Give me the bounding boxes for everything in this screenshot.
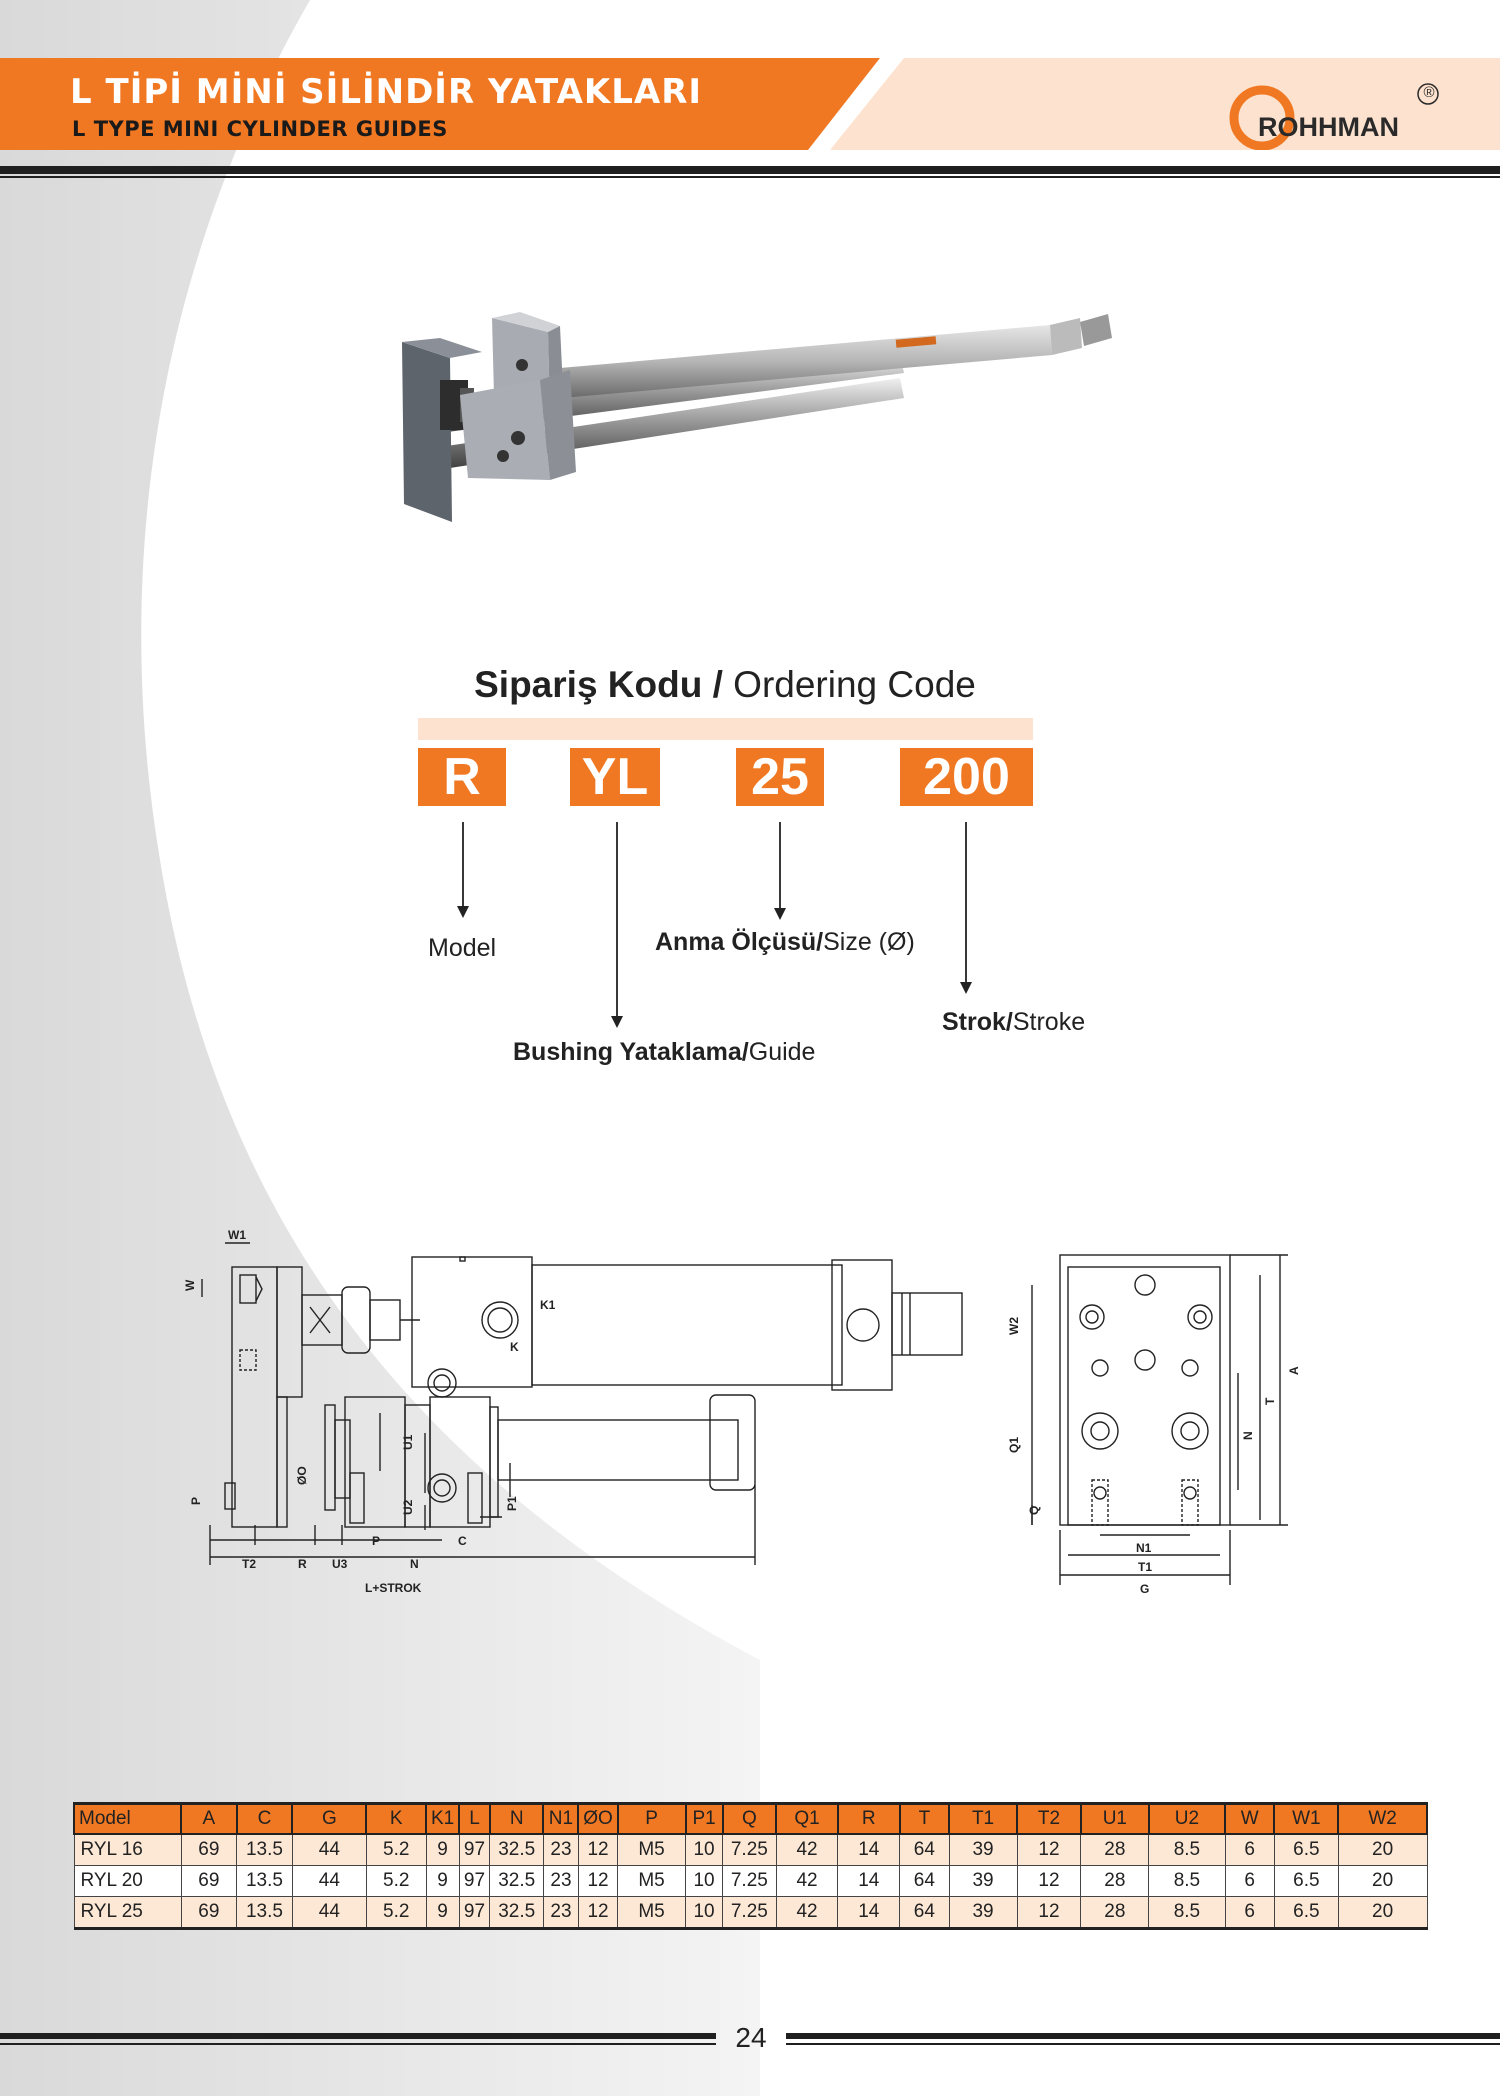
dim-label-u3: U3 (332, 1557, 348, 1571)
table-cell: 6.5 (1274, 1897, 1338, 1929)
table-cell: 20 (1338, 1866, 1427, 1897)
ordering-code-title-en: Ordering Code (733, 664, 976, 705)
table-cell: 97 (459, 1866, 490, 1897)
table-cell: M5 (618, 1834, 686, 1866)
dim-label-p: P (372, 1534, 381, 1548)
table-cell: 7.25 (723, 1866, 777, 1897)
table-cell: 9 (426, 1834, 459, 1866)
table-cell: 13.5 (237, 1897, 293, 1929)
table-cell: 97 (459, 1897, 490, 1929)
table-row (74, 1866, 1427, 1897)
table-cell: 13.5 (237, 1834, 293, 1866)
table-cell: 12 (578, 1834, 617, 1866)
table-cell: 9 (426, 1897, 459, 1929)
dim-label-n1: N1 (1136, 1541, 1152, 1555)
label-model: Model (428, 934, 497, 962)
table-cell: 8.5 (1149, 1866, 1225, 1897)
table-cell: 20 (1338, 1834, 1427, 1866)
dim-label-p-side: P (189, 1496, 203, 1505)
dim-label-t: T (1263, 1397, 1277, 1405)
table-cell: 6 (1225, 1897, 1274, 1929)
table-cell: 5.2 (366, 1897, 426, 1929)
table-cell: 44 (292, 1834, 366, 1866)
table-cell: 44 (292, 1866, 366, 1897)
ordering-code-title (0, 664, 1450, 706)
header-rule-thin (0, 176, 1500, 178)
table-cell: M5 (618, 1866, 686, 1897)
label-guide (513, 1038, 815, 1067)
label-size-tr: Anma Ölçüsü/ (655, 928, 824, 956)
dim-label-t1: T1 (1138, 1560, 1153, 1574)
page-title-en: L TYPE MINI CYLINDER GUIDES (72, 117, 448, 141)
col-header: R (838, 1804, 900, 1835)
table-cell: 14 (838, 1866, 900, 1897)
table-cell: 64 (900, 1866, 949, 1897)
footer-rule-left-thin (0, 2043, 716, 2045)
col-header: U2 (1149, 1804, 1225, 1835)
table-cell: 69 (181, 1834, 237, 1866)
code-model: R (418, 748, 506, 806)
table-cell: 5.2 (366, 1834, 426, 1866)
col-header: N (490, 1804, 544, 1835)
dim-label-r: R (298, 1557, 307, 1571)
dim-label-k1: K1 (540, 1298, 556, 1312)
table-cell: 5.2 (366, 1866, 426, 1897)
dim-label-n-front: N (1241, 1431, 1255, 1440)
dim-label-t2: T2 (242, 1557, 257, 1571)
table-cell: 8.5 (1149, 1834, 1225, 1866)
code-guide: YL (570, 748, 660, 806)
code-size: 25 (736, 748, 824, 806)
col-header: ØO (578, 1804, 617, 1835)
table-cell: 28 (1081, 1897, 1149, 1929)
dim-label-w: W (183, 1279, 197, 1291)
header-rule (0, 166, 1500, 174)
dim-label-c: C (458, 1534, 467, 1548)
technical-drawing (180, 1225, 1320, 1615)
product-photo (380, 300, 1120, 530)
page-title-tr: L TİPİ MİNİ SİLİNDİR YATAKLARI (70, 72, 703, 112)
table-cell: M5 (618, 1897, 686, 1929)
label-size-en: Size (Ø) (823, 928, 915, 956)
col-header: C (237, 1804, 293, 1835)
table-cell: 64 (900, 1834, 949, 1866)
table-cell: 20 (1338, 1897, 1427, 1929)
table-cell: 6.5 (1274, 1834, 1338, 1866)
table-row (74, 1834, 1427, 1866)
dim-label-k: K (510, 1340, 519, 1354)
dim-label-n: N (410, 1557, 419, 1571)
col-header: T2 (1017, 1804, 1081, 1835)
brand-name: ROHHMAN (1258, 112, 1399, 142)
label-guide-en: Guide (748, 1038, 816, 1066)
table-row (74, 1897, 1427, 1929)
label-stroke (942, 1008, 1085, 1037)
table-cell: 39 (949, 1834, 1017, 1866)
table-cell: 28 (1081, 1834, 1149, 1866)
registered-mark: ® (1423, 84, 1435, 101)
col-header: P (618, 1804, 686, 1835)
model-cell: RYL 25 (74, 1897, 181, 1929)
col-header: P1 (686, 1804, 723, 1835)
table-cell: 12 (1017, 1834, 1081, 1866)
table-cell: 42 (776, 1834, 838, 1866)
label-size (655, 928, 915, 957)
table-cell: 14 (838, 1834, 900, 1866)
table-cell: 13.5 (237, 1866, 293, 1897)
dim-label-w1: W1 (228, 1228, 246, 1242)
table-cell: 10 (686, 1897, 723, 1929)
col-header: Q (723, 1804, 777, 1835)
col-header: K1 (426, 1804, 459, 1835)
table-cell: 23 (543, 1897, 578, 1929)
table-cell: 42 (776, 1866, 838, 1897)
col-header: L (459, 1804, 490, 1835)
dim-label-p1: P1 (505, 1496, 519, 1511)
col-header: Q1 (776, 1804, 838, 1835)
table-cell: 8.5 (1149, 1897, 1225, 1929)
footer-rule-right (786, 2033, 1500, 2039)
table-cell: 12 (1017, 1897, 1081, 1929)
col-header: U1 (1081, 1804, 1149, 1835)
dimension-table (73, 1802, 1428, 1930)
table-cell: 7.25 (723, 1897, 777, 1929)
table-cell: 12 (578, 1866, 617, 1897)
dim-label-g: G (1140, 1582, 1150, 1596)
table-cell: 32.5 (490, 1866, 544, 1897)
col-header: A (181, 1804, 237, 1835)
col-header: N1 (543, 1804, 578, 1835)
col-header: Model (74, 1804, 181, 1835)
dim-label-u1: U1 (401, 1434, 415, 1450)
model-cell: RYL 16 (74, 1834, 181, 1866)
ordering-code-title-tr: Sipariş Kodu (474, 664, 703, 705)
table-cell: 14 (838, 1897, 900, 1929)
table-cell: 7.25 (723, 1834, 777, 1866)
col-header: W2 (1338, 1804, 1427, 1835)
footer-rule-left (0, 2033, 716, 2039)
table-cell: 32.5 (490, 1897, 544, 1929)
label-stroke-tr: Strok/ (942, 1008, 1013, 1036)
dim-label-oo: ØO (295, 1466, 309, 1485)
table-cell: 69 (181, 1897, 237, 1929)
dim-label-l-strok: L+STROK (365, 1581, 422, 1595)
table-cell: 23 (543, 1866, 578, 1897)
table-cell: 44 (292, 1897, 366, 1929)
table-cell: 12 (578, 1897, 617, 1929)
table-cell: 10 (686, 1866, 723, 1897)
table-cell: 97 (459, 1834, 490, 1866)
table-cell: 39 (949, 1866, 1017, 1897)
table-cell: 39 (949, 1897, 1017, 1929)
table-cell: 69 (181, 1866, 237, 1897)
table-cell: 64 (900, 1897, 949, 1929)
dim-label-w2: W2 (1007, 1317, 1021, 1335)
col-header: K (366, 1804, 426, 1835)
table-body (74, 1834, 1427, 1929)
table-cell: 42 (776, 1897, 838, 1929)
page-number: 24 (735, 2022, 767, 2053)
dim-label-u2: U2 (401, 1499, 415, 1515)
table-cell: 28 (1081, 1866, 1149, 1897)
dim-label-a: A (1287, 1366, 1301, 1375)
col-header: T (900, 1804, 949, 1835)
table-cell: 12 (1017, 1866, 1081, 1897)
table-header-row (74, 1804, 1427, 1835)
code-stroke: 200 (900, 748, 1033, 806)
table-cell: 6 (1225, 1866, 1274, 1897)
label-stroke-en: Stroke (1012, 1008, 1086, 1036)
ordering-code-separator: / (702, 664, 734, 705)
table-cell: 23 (543, 1834, 578, 1866)
dim-label-q: Q (1027, 1505, 1041, 1515)
ordering-code-band (418, 718, 1033, 740)
table-cell: 10 (686, 1834, 723, 1866)
table-cell: 6 (1225, 1834, 1274, 1866)
col-header: G (292, 1804, 366, 1835)
col-header: T1 (949, 1804, 1017, 1835)
model-cell: RYL 20 (74, 1866, 181, 1897)
table-cell: 9 (426, 1866, 459, 1897)
dim-label-q1: Q1 (1007, 1436, 1021, 1453)
table-cell: 32.5 (490, 1834, 544, 1866)
footer-rule-right-thin (786, 2043, 1500, 2045)
table-cell: 6.5 (1274, 1866, 1338, 1897)
label-guide-tr: Bushing Yataklama/ (513, 1038, 749, 1066)
col-header: W1 (1274, 1804, 1338, 1835)
col-header: W (1225, 1804, 1274, 1835)
